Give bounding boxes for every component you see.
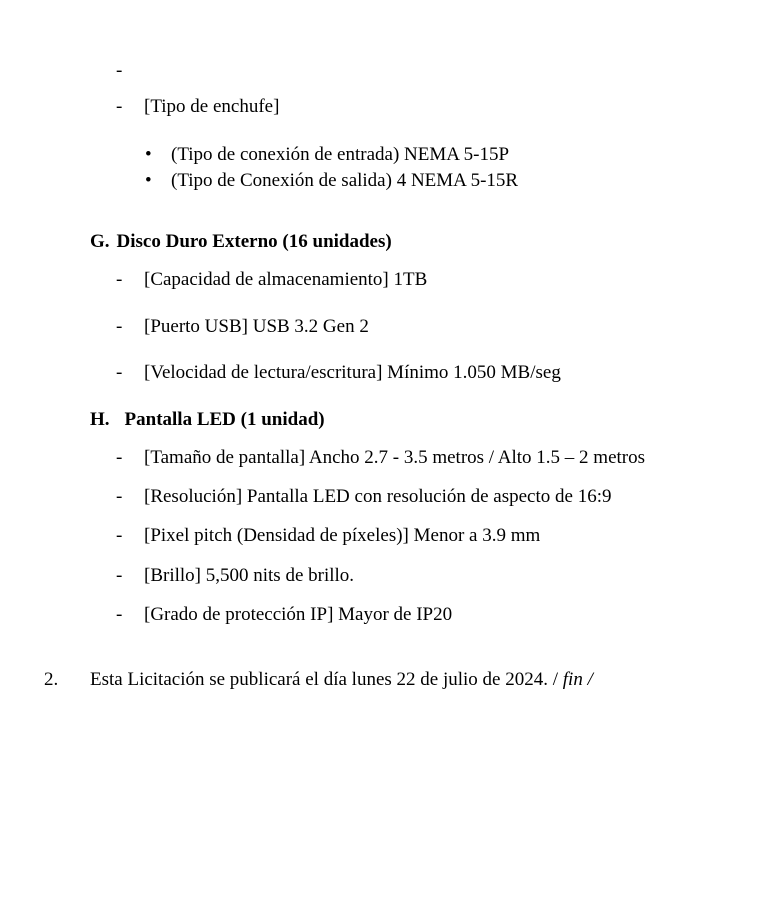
spec-item: [Velocidad de lectura/escritura] Mínimo 1.050 MB/seg <box>144 362 561 383</box>
spec-item: [Puerto USB] USB 3.2 Gen 2 <box>144 316 369 337</box>
paragraph-number: 2. <box>44 669 59 690</box>
section-h-letter: H. <box>90 409 110 430</box>
plug-output-item: (Tipo de Conexión de salida) 4 NEMA 5-15R <box>171 170 519 191</box>
publication-paragraph <box>90 670 593 689</box>
spec-item: [Tamaño de pantalla] Ancho 2.7 - 3.5 metros / Alto 1.5 – 2 metros <box>144 447 646 468</box>
spec-item: [Capacidad de almacenamiento] 1TB <box>144 269 428 290</box>
plug-type-label: [Tipo de enchufe] <box>144 96 280 117</box>
list-dash: - <box>116 96 123 117</box>
section-h-title: Pantalla LED (1 unidad) <box>124 409 325 430</box>
bullet-marker: • <box>145 170 152 191</box>
list-dash: - <box>116 525 123 546</box>
list-dash: - <box>116 362 123 383</box>
bullet-marker: • <box>145 144 152 165</box>
spec-item: [Grado de protección IP] Mayor de IP20 <box>144 604 453 625</box>
list-dash: - <box>116 565 123 586</box>
section-g-letter: G. <box>90 231 110 252</box>
spec-item: [Pixel pitch (Densidad de píxeles)] Menor a 3.9 mm <box>144 525 541 546</box>
list-dash: - <box>116 269 123 290</box>
list-dash: - <box>116 60 123 81</box>
spec-item: [Brillo] 5,500 nits de brillo. <box>144 565 355 586</box>
list-dash: - <box>116 316 123 337</box>
list-dash: - <box>116 447 123 468</box>
publication-text: Esta Licitación se publicará el día lunes 22 de julio de 2024. / <box>90 669 563 690</box>
list-dash: - <box>116 486 123 507</box>
section-h-heading <box>90 410 325 429</box>
section-g-heading <box>90 232 392 251</box>
list-dash: - <box>116 604 123 625</box>
plug-input-item: (Tipo de conexión de entrada) NEMA 5-15P <box>171 144 510 165</box>
section-g-title: Disco Duro Externo (16 unidades) <box>116 231 392 252</box>
end-marker: fin / <box>562 669 593 690</box>
spec-item: [Resolución] Pantalla LED con resolución de aspecto de 16:9 <box>144 486 612 507</box>
